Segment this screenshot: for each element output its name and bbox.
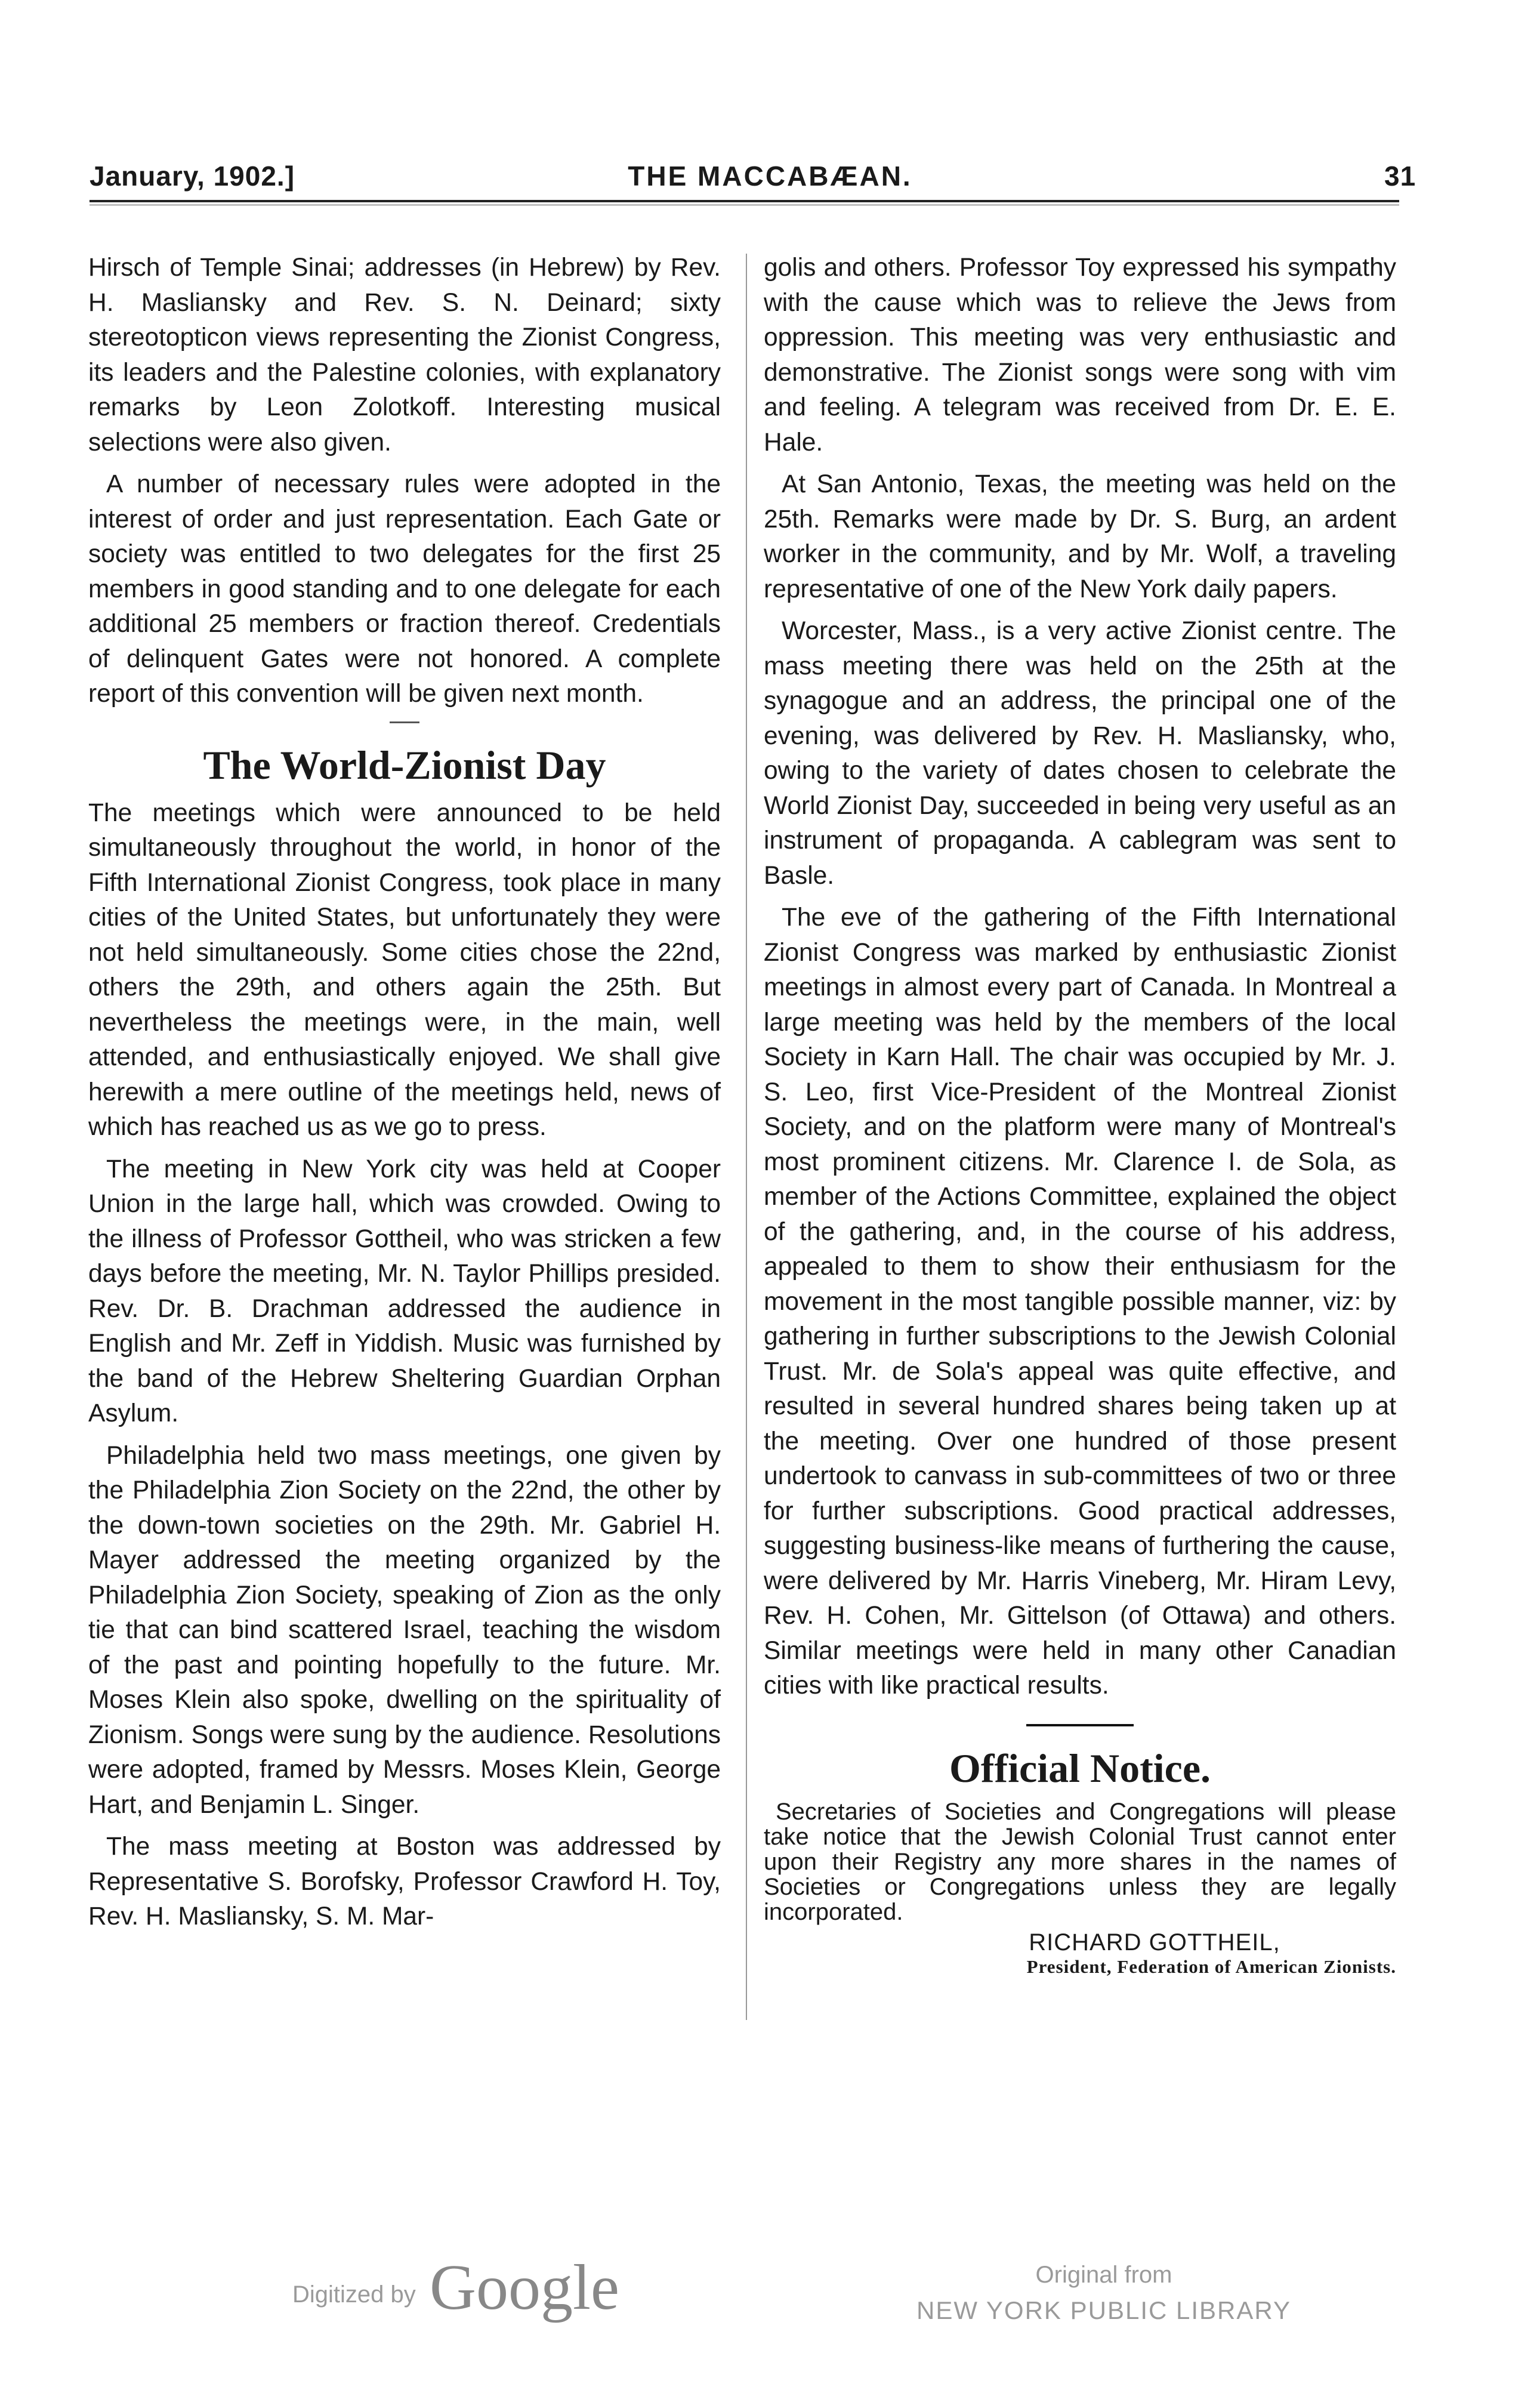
- column-divider: [746, 254, 747, 2020]
- paragraph: Worcester, Mass., is a very active Zionist centre. The mass meeting there was held on the 25th at the synagogue and an address, the principal one of the evening, was delivered by Rev. H. Masliansky, who, owing to the variety of dates chosen to celebrate the World Zionist Day, succeeded in being very useful as an instrument of propaganda. A cablegram was sent to Basle.: [764, 617, 1396, 890]
- paragraph: The meeting in New York city was held at Cooper Union in the large hall, which was crowded. Owing to the illness of Professor Gottheil, who was stricken a few days before the meeting, Mr. N. Taylor Phillips presided. Rev. Dr. B. Drachman addressed the audience in English and Mr. Zeff in Yiddish. Music was furnished by the band of the Hebrew Sheltering Guardian Orphan Asylum.: [88, 1155, 721, 1427]
- paragraph: The meetings which were announced to be held simultaneously throughout the world, in honor of the Fifth International Zionist Congress, took place in many cities of the United States, but unfortunately they were not held simultaneously. Some cities chose the 22nd, others the 29th, and others again the 25th. But nevertheless the meetings were, in the main, well attended, and enthusiastically enjoyed. We shall give herewith a mere outline of the meetings held, news of which has reached us as we go to press.: [88, 798, 721, 1141]
- library-name: NEW YORK PUBLIC LIBRARY: [916, 2296, 1291, 2324]
- notice-text: Secretaries of Societies and Congregations will please take notice that the Jewish Colonial Trust cannot enter upon their Registry any more shares in the names of Societies or Congregations unless they are legally incorporated.: [764, 1798, 1396, 1925]
- header-title: THE MACCABÆAN.: [628, 161, 912, 192]
- official-notice: [764, 1799, 1396, 1978]
- section-title: The World-Zionist Day: [203, 742, 606, 788]
- paragraph: At San Antonio, Texas, the meeting was held on the 25th. Remarks were made by Dr. S. Burg, an ardent worker in the community, and by Mr. Wolf, a traveling representative of one of the New York daily papers.: [764, 470, 1396, 603]
- notice-divider: [1026, 1724, 1134, 1726]
- paragraph: The mass meeting at Boston was addressed by Representative S. Borofsky, Professor Crawford H. Toy, Rev. H. Masliansky, S. M. Mar-: [88, 1833, 721, 1930]
- signature-title: President, Federation of American Zionists.: [1026, 1956, 1396, 1977]
- right-column: [764, 251, 1396, 1978]
- paragraph: The eve of the gathering of the Fifth International Zionist Congress was marked by enthusiastic Zionist meetings in almost every part of Canada. In Montreal a large meeting was held by the members of the local Society in Karn Hall. The chair was occupied by Mr. J. S. Leo, first Vice-President of the Montreal Zionist Society, and on the platform were many of Montreal's most prominent citizens. Mr. Clarence I. de Sola, as member of the Actions Committee, explained the object of the gathering, and, in the course of his address, appealed to them to show their enthusiasm for the movement in the most tangible possible manner, viz: by gathering in further subscriptions to the Jewish Colonial Trust. Mr. de Sola's appeal was quite effective, and resulted in several hundred shares being taken up at the meeting. Over one hundred of those present undertook to canvass in sub-committees of two or three for further subscriptions. Good practical addresses, suggesting business-like means of furthering the cause, were delivered by Mr. Harris Vineberg, Mr. Hiram Levy, Rev. H. Cohen, Mr. Gittelson (of Ottawa) and others. Similar meetings were held in many other Canadian cities with like practical results.: [764, 903, 1396, 1700]
- paragraph: Philadelphia held two mass meetings, one given by the Philadelphia Zion Society on the 22nd, the other by the down-town societies on the 29th. Mr. Gabriel H. Mayer addressed the meeting organized by the Philadelphia Zion Society, speaking of Zion as the only tie that can bind scattered Israel, teaching the wisdom of the past and pointing hopefully to the future. Mr. Moses Klein also spoke, dwelling on the spirituality of Zionism. Songs were sung by the audience. Resolutions were adopted, framed by Messrs. Moses Klein, George Hart, and Benjamin L. Singer.: [88, 1441, 721, 1819]
- header-rule: [90, 200, 1399, 202]
- left-column: [88, 251, 721, 1942]
- paragraph: A number of necessary rules were adopted in the interest of order and just representation. Each Gate or society was entitled to two delegates for the first 25 members in good standing and to one delegate for each additional 25 members or fraction thereof. Credentials of delinquent Gates were not honored. A complete report of this convention will be given next month.: [88, 470, 721, 708]
- header-date: January, 1902.]: [90, 161, 295, 192]
- section-divider: [390, 721, 419, 723]
- signature-name: RICHARD GOTTHEIL,: [1029, 1929, 1280, 1956]
- paragraph: Hirsch of Temple Sinai; addresses (in Hebrew) by Rev. H. Masliansky and Rev. S. N. Deinard; sixty stereotopticon views representing the Zionist Congress, its leaders and the Palestine colonies, with explanatory remarks by Leon Zolotkoff. Interesting musical selections were also given.: [88, 254, 721, 457]
- notice-title: Official Notice.: [949, 1745, 1211, 1791]
- paragraph: golis and others. Professor Toy expressed his sympathy with the cause which was to relieve the Jews from oppression. This meeting was very enthusiastic and demonstrative. The Zionist songs were song with vim and feeling. A telegram was received from Dr. E. E. Hale.: [764, 254, 1396, 457]
- digitized-by-label: Digitized by: [292, 2281, 416, 2308]
- page-number: 31: [1384, 161, 1416, 192]
- original-from-label: Original from: [1035, 2262, 1172, 2288]
- google-logo: Google: [430, 2252, 619, 2323]
